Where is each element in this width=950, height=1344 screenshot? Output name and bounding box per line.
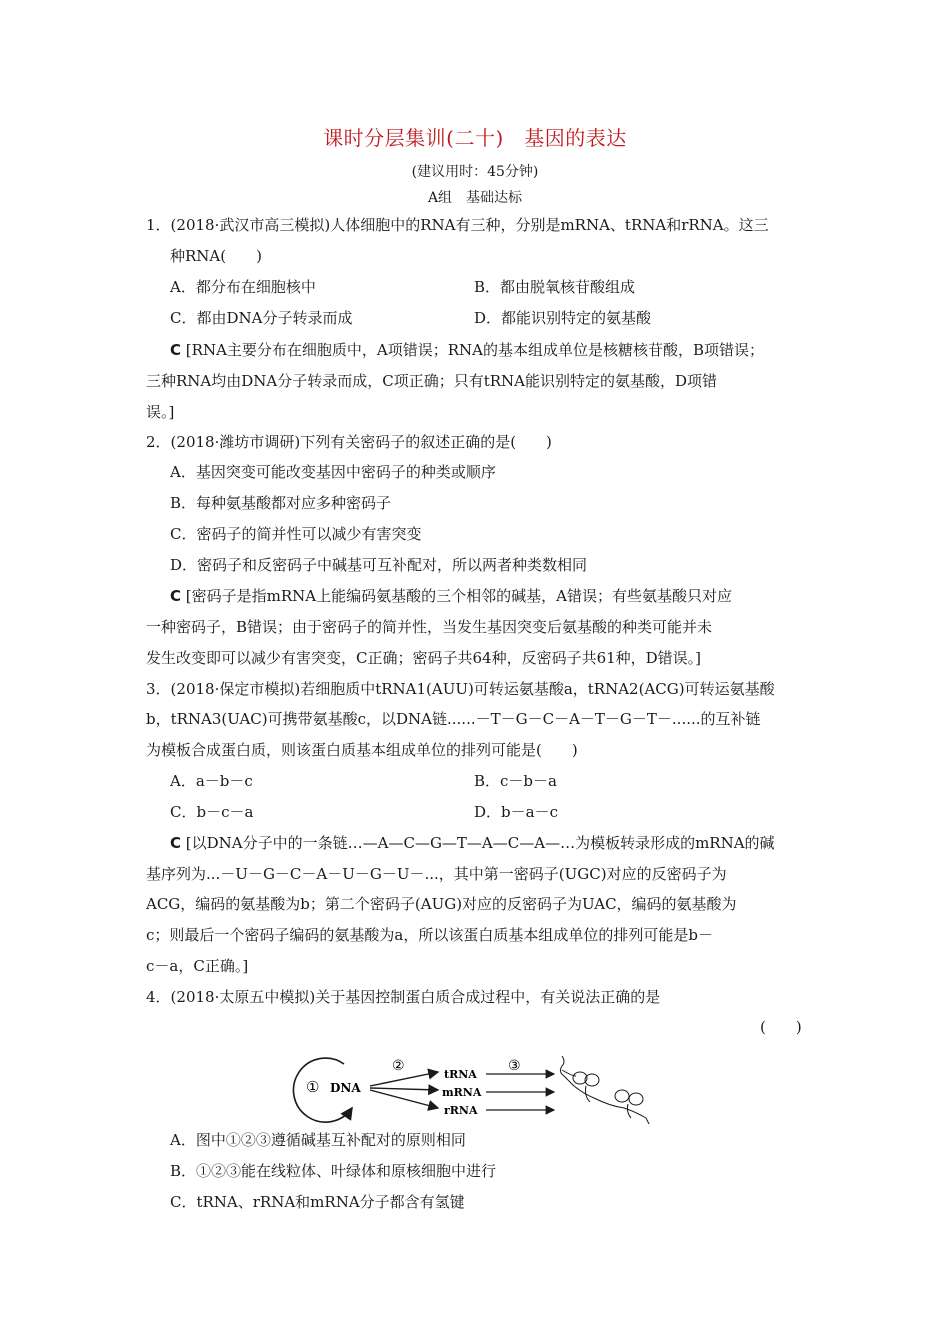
q3-explanation-line1 [170,833,775,853]
polyribosome-icon [560,1056,652,1124]
q4-stem-line1: 4．(2018·太原五中模拟)关于基因控制蛋白质合成过程中，有关说法正确的是 [146,988,661,1006]
q1-explanation-text1: [RNA主要分布在细胞质中，A项错误；RNA的基本组成单位是核糖核苷酸，B项错误； [185,341,765,359]
q1-option-b: B．都由脱氧核苷酸组成 [474,278,636,296]
q2-stem-line1: 2．(2018·潍坊市调研)下列有关密码子的叙述正确的是( ) [146,433,552,451]
diagram-label-3: ③ [508,1058,521,1074]
q3-explanation-line5: c－a，C正确。] [146,957,249,975]
q4-answer-bracket: ( ) [760,1018,802,1036]
group-heading: A组 基础达标 [427,190,523,206]
q3-stem-line3: 为模板合成蛋白质，则该蛋白质基本组成单位的排列可能是( ) [146,741,578,759]
diagram-label-1: ① [306,1078,320,1096]
q2-option-b: B．每种氨基酸都对应多种密码子 [170,494,392,512]
q3-option-a: A．a－b－c [170,772,253,790]
q2-option-d: D．密码子和反密码子中碱基可互补配对，所以两者种类数相同 [170,556,588,574]
q1-answer: C [170,341,182,359]
q3-explanation-line2: 基序列为...－U－G－C－A－U－G－U－...，其中第一密码子(UGC)对应的反密码子为 [146,865,727,883]
q2-option-c: C．密码子的简并性可以减少有害突变 [170,525,422,543]
diagram-label-rrna: rRNA [444,1104,478,1117]
q2-explanation-line2: 一种密码子，B错误；由于密码子的简并性，当发生基因突变后氨基酸的种类可能并未 [146,618,713,636]
q1-option-d: D．都能识别特定的氨基酸 [474,309,652,327]
q4-option-c: C．tRNA、rRNA和mRNA分子都含有氢键 [170,1193,465,1211]
q2-answer: C [170,587,182,605]
gene-expression-diagram [292,1052,672,1124]
q3-explanation-line3: ACG，编码的氨基酸为b；第二个密码子(AUG)对应的反密码子为UAC，编码的氨基酸为 [146,895,737,913]
q4-option-b: B．①②③能在线粒体、叶绿体和原核细胞中进行 [170,1162,497,1180]
diagram-label-mrna: mRNA [442,1086,482,1099]
arrow-to-trna [370,1072,438,1086]
arrow-to-mrna [370,1088,438,1090]
q3-answer: C [170,834,182,852]
q1-explanation-line3: 误。] [146,403,175,421]
diagram-label-trna: tRNA [444,1068,477,1081]
q3-stem-line2: b，tRNA3(UAC)可携带氨基酸c，以DNA链......－T－G－C－A－T－G－T－......的互补链 [146,710,761,728]
q2-explanation-line3: 发生改变即可以减少有害突变，C正确；密码子共64种，反密码子共61种，D错误。] [146,649,702,667]
q2-option-a: A．基因突变可能改变基因中密码子的种类或顺序 [170,463,496,481]
diagram-label-2: ② [392,1058,405,1074]
suggested-time: (建议用时：45分钟) [411,164,539,180]
q2-explanation-line1 [170,586,732,606]
diagram-label-dna: DNA [330,1081,361,1095]
q1-option-c: C．都由DNA分子转录而成 [170,309,353,327]
q1-stem-line1: 1．(2018·武汉市高三模拟)人体细胞中的RNA有三种，分别是mRNA、tRNA和rRNA。这三 [146,216,769,234]
q1-explanation-line2: 三种RNA均由DNA分子转录而成，C项正确；只有tRNA能识别特定的氨基酸，D项错 [146,372,718,390]
q1-option-a: A．都分布在细胞核中 [170,278,316,296]
q3-stem-line1: 3．(2018·保定市模拟)若细胞质中tRNA1(AUU)可转运氨基酸a，tRNA2(ACG)可转运氨基酸 [146,680,775,698]
page-title: 课时分层集训(二十) 基因的表达 [323,126,627,150]
q2-explanation-text1: [密码子是指mRNA上能编码氨基酸的三个相邻的碱基，A错误；有些氨基酸只对应 [185,587,732,605]
q3-explanation-text1: [以DNA分子中的一条链…—A—C—G—T—A—C—A—…为模板转录形成的mRNA的碱 [185,834,775,852]
q1-explanation-line1 [170,340,764,360]
q4-option-a: A．图中①②③遵循碱基互补配对的原则相同 [170,1131,466,1149]
q3-option-d: D．b－a－c [474,803,558,821]
q1-stem-line2: 种RNA( ) [170,247,262,265]
q3-explanation-line4: c；则最后一个密码子编码的氨基酸为a，所以该蛋白质基本组成单位的排列可能是b－ [146,926,713,944]
q3-option-c: C．b－c－a [170,803,254,821]
arrow-to-rrna [370,1090,438,1108]
q3-option-b: B．c－b－a [474,772,557,790]
